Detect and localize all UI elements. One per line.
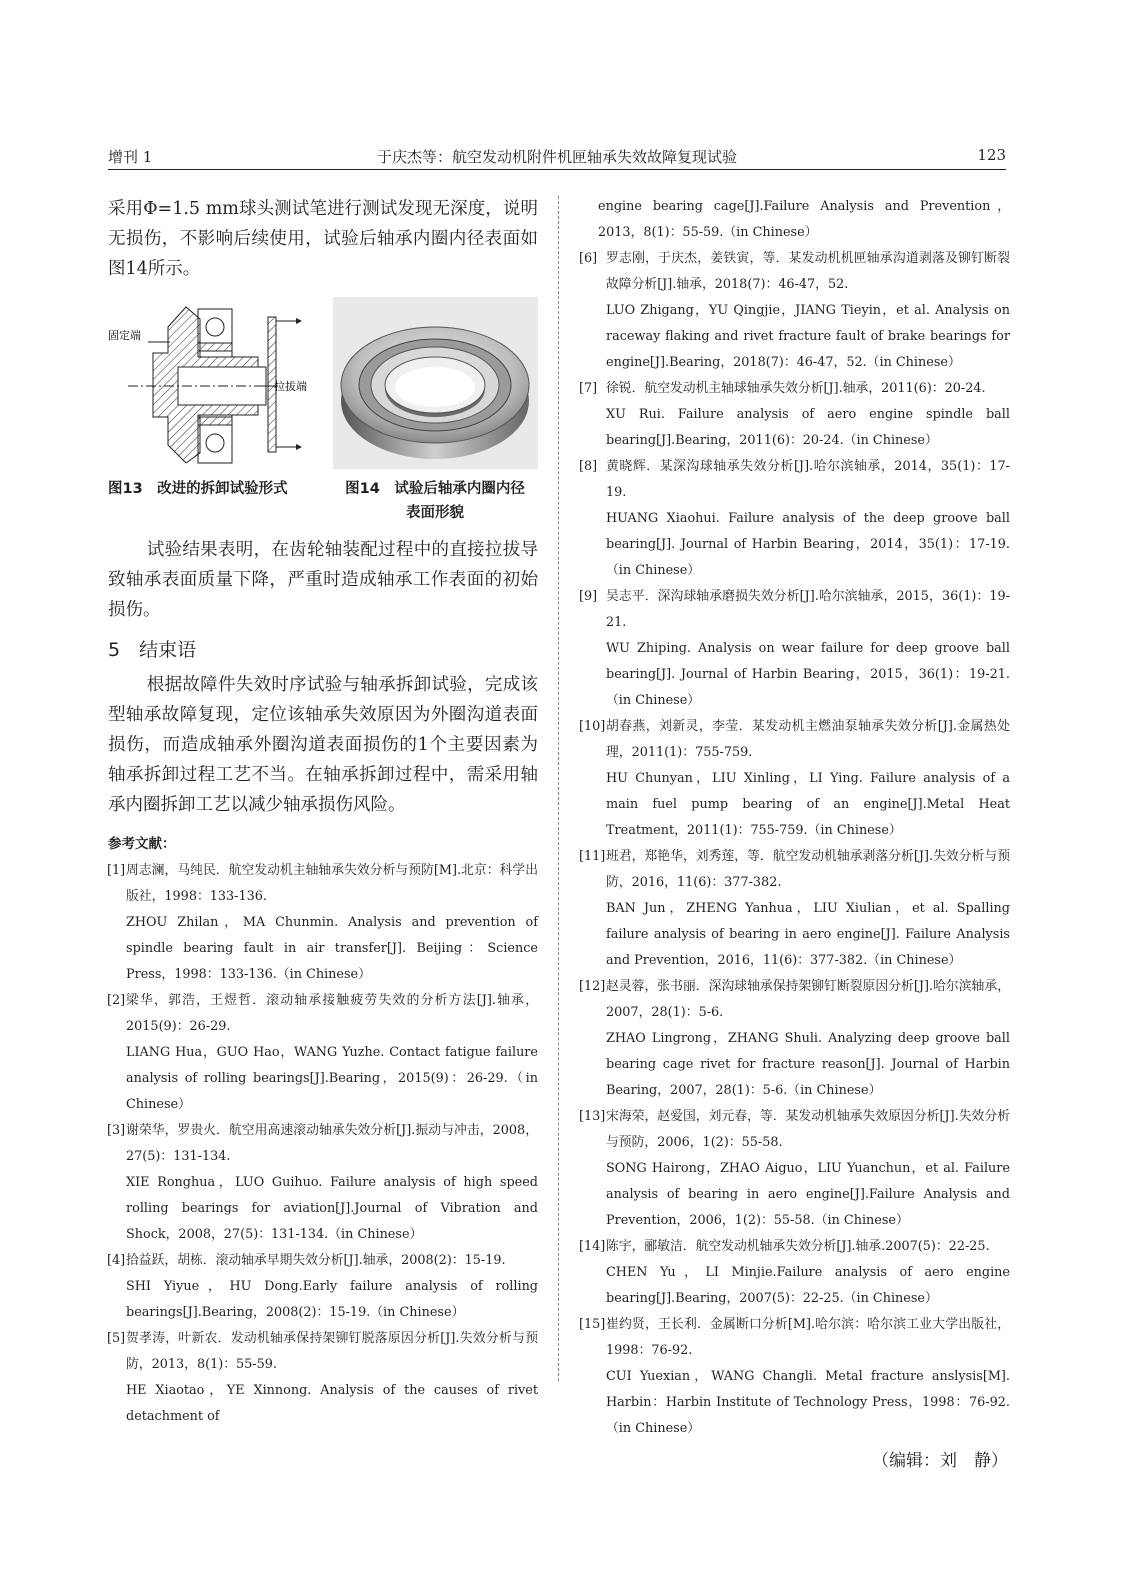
issue-label: 增刊 1 (108, 148, 153, 166)
label-fixed-end: 固定端 (108, 329, 141, 342)
reference-continuation: engine bearing cage[J].Failure Analysis and Prevention，2013，8(1)：55-59.（in Chinese） (598, 199, 1010, 240)
running-header (108, 146, 1006, 168)
column-divider (558, 196, 559, 1381)
reference-item: [8] 黄晓辉．某深沟球轴承失效分析[J].哈尔滨轴承，2014，35(1)：17-19. HUANG Xiaohui. Failure analysis of the deep groove ball bearing[J]. Journal of Harbin Bearing，2014，35(1)：17-19.（in Chinese） (579, 459, 1010, 578)
header-rule (108, 169, 1006, 170)
running-title: 于庆杰等：航空发动机附件机匣轴承失效故障复现试验 (376, 148, 737, 166)
right-column (580, 194, 1010, 1471)
references-heading: 参考文献： (108, 836, 176, 852)
figure-14-caption (330, 477, 540, 525)
editor-credit: （编辑：刘 静） (872, 1451, 1008, 1471)
reference-item: [2] 梁华，郭浩，王煜哲．滚动轴承接触疲劳失效的分析方法[J].轴承，2015(9)：26-29. LIANG Hua，GUO Hao，WANG Yuzhe. Contact fatigue failure analysis of rolling bearings[J].Bearing，2015(9)：26-29.（in Chinese） (107, 993, 538, 1112)
reference-item: [5] 贺孝涛，叶新农．发动机轴承保持架铆钉脱落原因分析[J].失效分析与预防，2013，8(1)：55-59. HE Xiaotao，YE Xinnong. Analysis of the causes of rivet detachment of (107, 1331, 538, 1424)
result-paragraph (108, 535, 538, 625)
figure-13-diagram (108, 297, 318, 469)
reference-item: [1] 周志澜，马纯民．航空发动机主轴轴承失效分析与预防[M].北京：科学出版社，1998：133-136. ZHOU Zhilan，MA Chunmin. Analysis and prevention of spindle bearing fault in air transfer[J]. Beijing：Science Press，1998：133-136.（in Chinese） (107, 863, 538, 982)
reference-item: [9] 吴志平．深沟球轴承磨损失效分析[J].哈尔滨轴承，2015，36(1)：19-21. WU Zhiping. Analysis on wear failure for deep groove ball bearing[J]. Journal of Harbin Bearing，2015，36(1)：19-21.（in Chinese） (579, 589, 1010, 708)
reference-item: [11] 班君，郑艳华，刘秀莲，等．航空发动机轴承剥落分析[J].失效分析与预防，2016，11(6)：377-382. BAN Jun，ZHENG Yanhua，LIU Xiulian，et al. Spalling failure analysis of bearing in aero engine[J]. Failure Analysis and Prevention，2016，11(6)：377-382.（in Chinese） (579, 849, 1010, 968)
reference-item: [15] 崔约贤，王长利．金属断口分析[M].哈尔滨：哈尔滨工业大学出版社，1998：76-92. CUI Yuexian，WANG Changli. Metal fracture anslysis[M]. Harbin：Harbin Institute of Technology Press，1998：76-92.（in Chinese） (579, 1317, 1010, 1436)
conclusion-paragraph-text: 根据故障件失效时序试验与轴承拆卸试验，完成该型轴承故障复现，定位该轴承失效原因为外圈沟道表面损伤，而造成轴承外圈沟道表面损伤的1个主要因素为轴承拆卸过程工艺不当。在轴承拆卸过程中，需采用轴承内圈拆卸工艺以减少轴承损伤风险。 (108, 675, 538, 815)
section-5-title: 5 结束语 (108, 639, 197, 661)
reference-item: [4] 拾益跃，胡栋．滚动轴承早期失效分析[J].轴承，2008(2)：15-19. SHI Yiyue，HU Dong.Early failure analysis of rolling bearings[J].Bearing，2008(2)：15-19.（in Chinese） (107, 1253, 538, 1320)
reference-item: [13] 宋海荣，赵爱国，刘元春，等．某发动机轴承失效原因分析[J].失效分析与预防，2006，1(2)：55-58. SONG Hairong，ZHAO Aiguo，LIU Yuanchun，et al. Failure analysis of bearing in aero engine[J].Failure Analysis and Prevention，2006，1(2)：55-58.（in Chinese） (579, 1109, 1010, 1228)
reference-item: [3] 谢荣华，罗贵火．航空用高速滚动轴承失效分析[J].振动与冲击，2008，27(5)：131-134. XIE Ronghua，LUO Guihuo. Failure analysis of high speed rolling bearings for aviation[J].Journal of Vibration and Shock，2008，27(5)：131-134.（in Chinese） (107, 1123, 538, 1242)
page-number: 123 (977, 146, 1006, 164)
reference-item: [6] 罗志刚，于庆杰，姜铁寅，等．某发动机机匣轴承沟道剥落及铆钉断裂故障分析[J].轴承，2018(7)：46-47，52. LUO Zhigang，YU Qingjie，JIANG Tieyin，et al. Analysis on raceway flaking and rivet fracture fault of brake bearings for engine[J].Bearing，2018(7)：46-47，52.（in Chinese） (579, 251, 1010, 370)
left-column (108, 194, 538, 1430)
result-paragraph-text: 试验结果表明，在齿轮轴装配过程中的直接拉拔导致轴承表面质量下降，严重时造成轴承工作表面的初始损伤。 (108, 540, 538, 620)
intro-paragraph: 采用Φ=1.5 mm球头测试笔进行测试发现无深度，说明无损伤，不影响后续使用，试验后轴承内圈内径表面如图14所示。 (108, 199, 538, 279)
figures-row (108, 297, 538, 535)
figure-14-caption-line1: 图14 试验后轴承内圈内径 (345, 481, 525, 497)
reference-item: [12] 赵灵蓉，张书丽．深沟球轴承保持架铆钉断裂原因分析[J].哈尔滨轴承，2007，28(1)：5-6. ZHAO Lingrong，ZHANG Shuli. Analyzing deep groove ball bearing cage rivet for fracture reason[J]. Journal of Harbin Bearing，2007，28(1)：5-6.（in Chinese） (579, 979, 1010, 1098)
figure-14-bearing-photo (333, 297, 538, 469)
figure-14-caption-line2: 表面形貌 (406, 505, 464, 521)
reference-item: [14] 陈宇，郦敏洁．航空发动机轴承失效分析[J].轴承.2007(5)：22-25. CHEN Yu，LI Minjie.Failure analysis of aero engine bearing[J].Bearing，2007(5)：22-25.（in Chinese） (579, 1239, 1010, 1306)
reference-item: [7] 徐锐．航空发动机主轴球轴承失效分析[J].轴承，2011(6)：20-24. XU Rui. Failure analysis of aero engine spindle ball bearing[J].Bearing，2011(6)：20-24.（in Chinese） (579, 381, 1010, 448)
reference-item: [10] 胡春燕，刘新灵，李莹．某发动机主燃油泵轴承失效分析[J].金属热处理，2011(1)：755-759. HU Chunyan，LIU Xinling，LI Ying. Failure analysis of a main fuel pump bearing of an engine[J].Metal Heat Treatment，2011(1)：755-759.（in Chinese） (579, 719, 1010, 838)
figure-13-caption: 图13 改进的拆卸试验形式 (108, 481, 288, 497)
conclusion-paragraph (108, 670, 538, 820)
label-pull-end: 拉拔端 (274, 380, 307, 393)
